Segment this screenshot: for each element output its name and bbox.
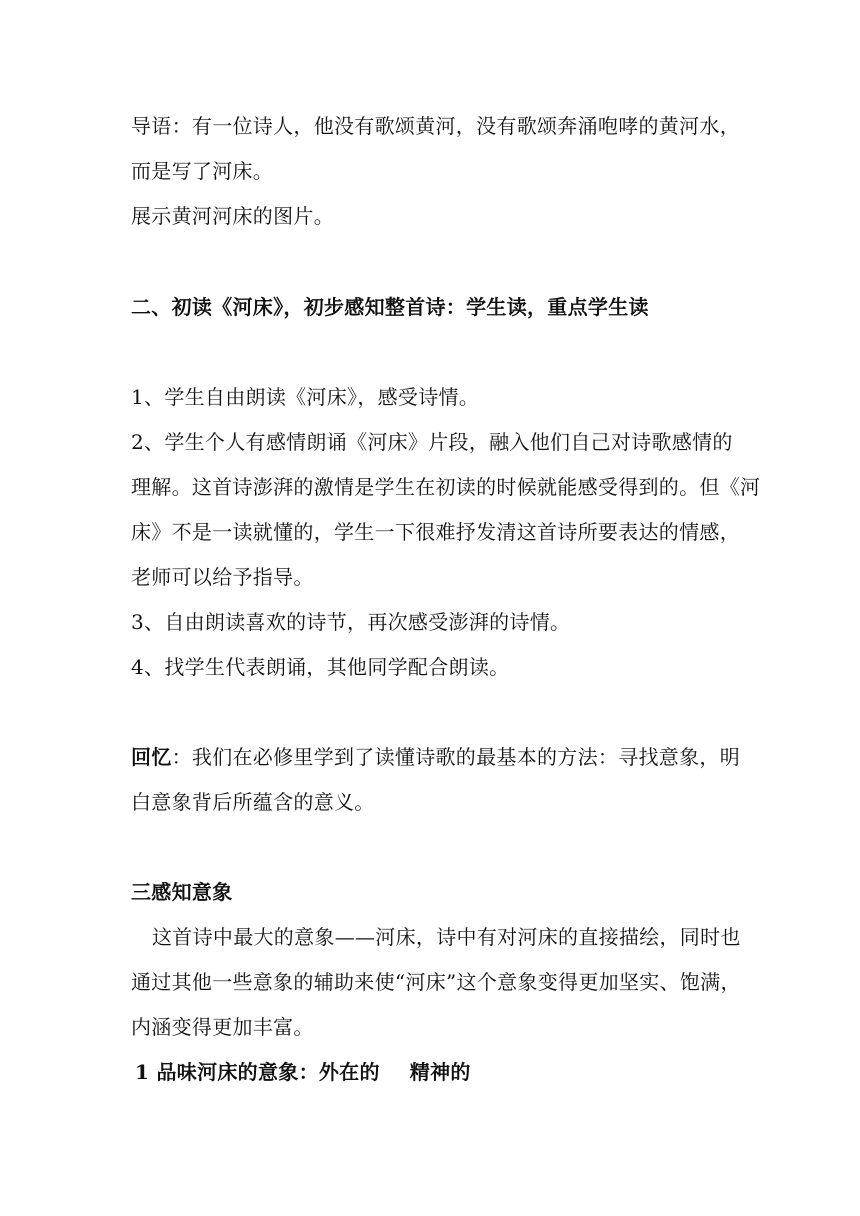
section-2-item-2-line-3: 床》不是一读就懂的，学生一下很难抒发清这首诗所要表达的情感，: [131, 520, 740, 544]
recall-line-1: [131, 742, 740, 772]
subheading-part-spirit: 精神的: [409, 1060, 471, 1084]
section-3-para-line-1: 这首诗中最大的意象——河床，诗中有对河床的直接描绘，同时也: [152, 925, 741, 949]
recall-text: ：我们在必修里学到了读懂诗歌的最基本的方法：寻找意象，明: [171, 745, 741, 769]
section-2-item-3: 3、自由朗读喜欢的诗节，再次感受澎湃的诗情。: [131, 610, 571, 634]
section-2-heading: 二、初读《河床》，初步感知整首诗：学生读，重点学生读: [131, 295, 649, 319]
recall-line-2: 白意象背后所蕴含的意义。: [131, 790, 375, 814]
section-3-heading: 三感知意象: [131, 880, 233, 904]
section-3-subheading: [135, 1057, 471, 1087]
section-2-item-1: 1、学生自由朗读《河床》，感受诗情。: [131, 385, 480, 409]
intro-line-3: 展示黄河河床的图片。: [131, 204, 334, 228]
section-2-item-2-line-1: 2、学生个人有感情朗诵《河床》片段，融入他们自己对诗歌感情的: [131, 430, 733, 454]
section-3-para-line-3: 内涵变得更加丰富。: [131, 1015, 314, 1039]
subheading-part-outer: 1 品味河床的意象：外在的: [135, 1060, 380, 1084]
intro-line-2: 而是写了河床。: [131, 159, 274, 183]
section-2-item-2-line-4: 老师可以给予指导。: [131, 565, 314, 589]
recall-label: 回忆: [131, 745, 172, 769]
section-2-item-2-line-2: 理解。这首诗澎湃的激情是学生在初读的时候就能感受得到的。但《河: [131, 475, 761, 499]
section-3-para-line-2: 通过其他一些意象的辅助来使“河床”这个意象变得更加坚实、饱满，: [131, 970, 741, 994]
section-2-item-4: 4、找学生代表朗诵，其他同学配合朗读。: [131, 655, 510, 679]
intro-line-1: 导语：有一位诗人，他没有歌颂黄河，没有歌颂奔涌咆哮的黄河水，: [131, 114, 740, 138]
